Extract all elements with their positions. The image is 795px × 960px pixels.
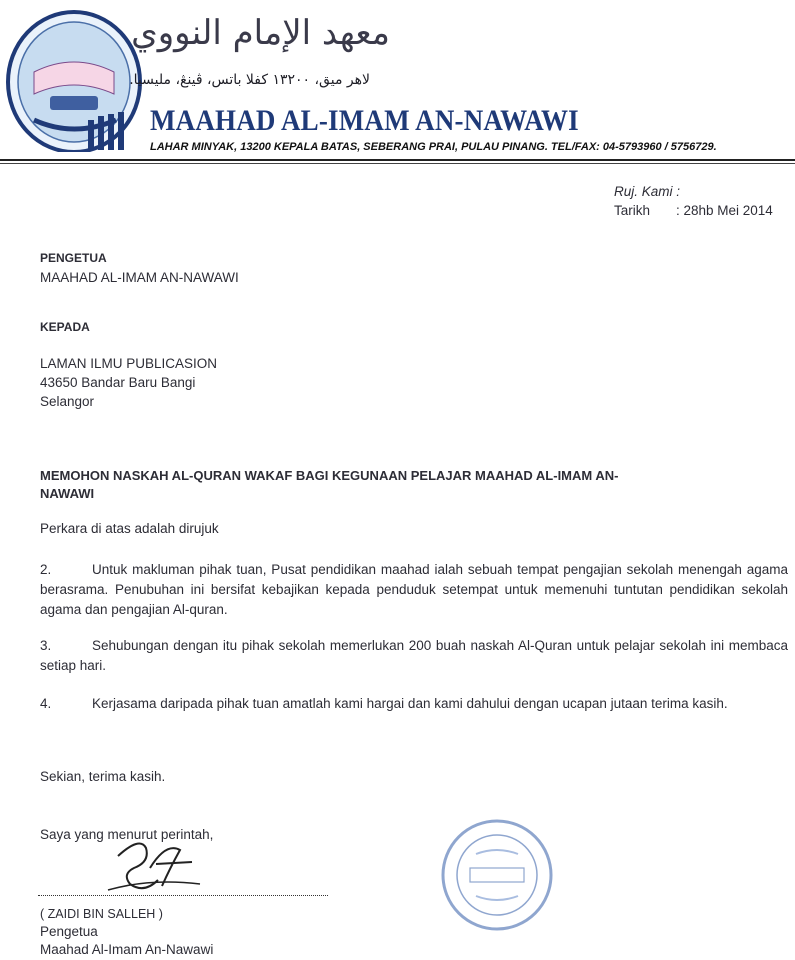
paragraph-number: 2.	[40, 562, 52, 577]
signature-line	[38, 895, 328, 896]
official-round-stamp	[440, 818, 555, 933]
paragraph-2	[40, 560, 788, 620]
signatory-name: ( ZAIDI BIN SALLEH )	[40, 907, 163, 921]
reference-date	[614, 201, 773, 220]
signatory-position: Pengetua	[40, 924, 98, 939]
subject-line: MEMOHON NASKAH AL-QURAN WAKAF BAGI KEGUNAAN PELAJAR MAAHAD AL-IMAM AN-	[40, 468, 619, 483]
letterhead-name: MAAHAD AL-IMAM AN-NAWAWI	[150, 104, 579, 137]
recipient-heading: KEPADA	[40, 320, 90, 334]
letterhead-address: LAHAR MINYAK, 13200 KEPALA BATAS, SEBERANG PRAI, PULAU PINANG. TEL/FAX: 04-5793960 / 5756729.	[150, 141, 717, 153]
sender-org: MAAHAD AL-IMAM AN-NAWAWI	[40, 270, 239, 285]
signature-prefix: Saya yang menurut perintah,	[40, 827, 214, 842]
sender-title: PENGETUA	[40, 251, 107, 265]
intro-text: Perkara di atas adalah dirujuk	[40, 521, 219, 536]
paragraph-number: 4.	[40, 696, 52, 711]
recipient-line: LAMAN ILMU PUBLICASION	[40, 356, 218, 371]
letterhead-arabic-name: معهد الإمام النووي	[131, 13, 390, 53]
paragraph-number: 3.	[40, 638, 52, 653]
recipient-line: Selangor	[40, 394, 95, 409]
letterhead-arabic-address: لاهر ميق، ١٣٢٠٠ كفلا باتس، ڤينڠ، مليسيا.	[129, 72, 370, 88]
signatory-org: Maahad Al-Imam An-Nawawi	[40, 942, 214, 957]
closing-text: Sekian, terima kasih.	[40, 769, 166, 784]
date-label: Tarikh	[614, 203, 651, 218]
paragraph-3	[40, 636, 788, 676]
recipient-line: 43650 Bandar Baru Bangi	[40, 375, 196, 390]
handwritten-signature	[100, 828, 210, 898]
date-value: : 28hb Mei 2014	[676, 203, 773, 218]
reference-ruj: Ruj. Kami :	[614, 184, 681, 199]
letterhead-rule	[0, 159, 795, 161]
letterhead-rule-thin	[0, 163, 795, 164]
paragraph-text: Kerjasama daripada pihak tuan amatlah kami hargai dan kami dahului dengan ucapan jutaan terima kasih.	[92, 696, 728, 711]
subject-line: NAWAWI	[40, 486, 95, 501]
paragraph-text: Untuk makluman pihak tuan, Pusat pendidikan maahad ialah sebuah tempat pengajian sekolah menengah agama berasrama. Penubuhan ini bersifat kebajikan kepada penduduk setempat untuk memenuhi tuntutan pendidikan sekolah agama dan pengajian Al-quran.	[40, 562, 788, 617]
paragraph-4	[40, 694, 788, 714]
paragraph-text: Sehubungan dengan itu pihak sekolah memerlukan 200 buah naskah Al-Quran untuk pelajar sekolah ini membaca setiap hari.	[40, 638, 788, 673]
